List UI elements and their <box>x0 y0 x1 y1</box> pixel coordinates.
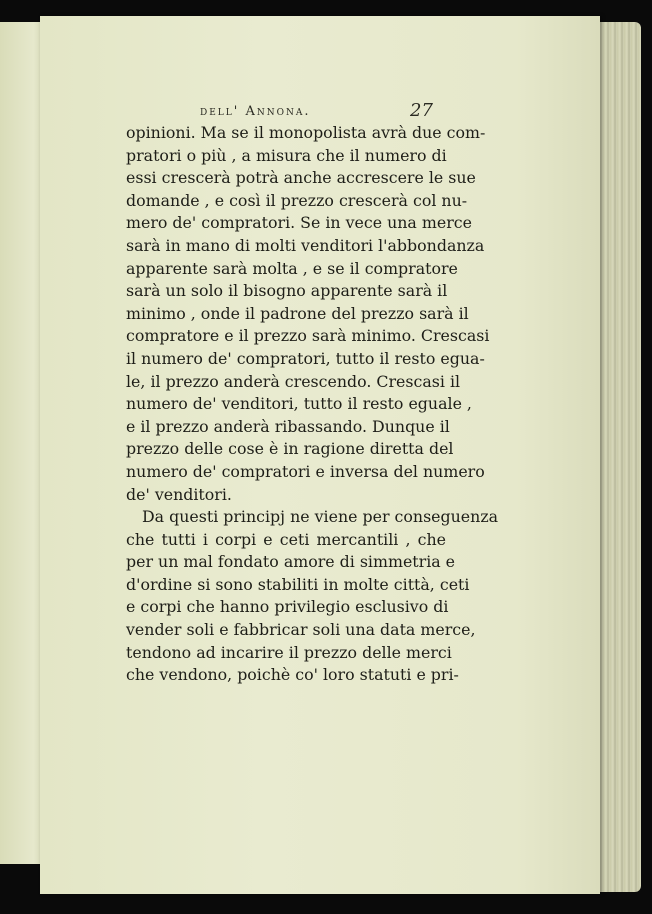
text-line: numero de' venditori, tutto il resto eguale , <box>126 394 472 414</box>
text-line: tendono ad incarire il prezzo delle merci <box>126 642 452 662</box>
text-line: minimo , onde il padrone del prezzo sarà il <box>126 303 469 323</box>
text-line: sarà un solo il bisogno apparente sarà il <box>126 281 448 301</box>
text-line: vender soli e fabbricar soli una data merce, <box>126 620 476 640</box>
text-line: sarà in mano di molti venditori l'abbondanza <box>126 235 485 255</box>
text-line: numero de' compratori e inversa del numero <box>126 461 485 481</box>
text-line: per un mal fondato amore di simmetria e <box>126 552 456 572</box>
text-line: Da questi principj ne viene per conseguenza <box>142 507 499 527</box>
text-line: de' venditori. <box>126 484 232 504</box>
running-head-title: dell' Annona. <box>200 104 311 119</box>
text-line: le, il prezzo anderà crescendo. Crescasi il <box>126 371 461 391</box>
body-text <box>126 122 499 687</box>
page-number: 27 <box>410 100 433 121</box>
text-line: mero de' compratori. Se in vece una merce <box>126 213 472 233</box>
text-line: opinioni. Ma se il monopolista avrà due com- <box>126 123 486 142</box>
text-line: prezzo delle cose è in ragione diretta del <box>126 439 454 459</box>
text-line: e il prezzo anderà ribassando. Dunque il <box>126 416 450 436</box>
text-line: il numero de' compratori, tutto il resto egua- <box>126 348 485 368</box>
text-line: che vendono, poichè co' loro statuti e pri- <box>126 665 459 685</box>
text-line: d'ordine si sono stabiliti in molte città, ceti <box>126 574 470 594</box>
text-line: apparente sarà molta , e se il compratore <box>126 258 458 278</box>
text-line: essi crescerà potrà anche accrescere le sue <box>126 168 476 188</box>
text-line: che tutti i corpi e ceti mercantili , che <box>126 529 446 549</box>
running-head <box>0 100 652 124</box>
text-line: pratori o più , a misura che il numero di <box>126 145 447 165</box>
text-line: domande , e così il prezzo crescerà col nu- <box>126 190 468 210</box>
text-line: compratore e il prezzo sarà minimo. Crescasi <box>126 326 490 346</box>
text-line: e corpi che hanno privilegio esclusivo di <box>126 597 449 617</box>
